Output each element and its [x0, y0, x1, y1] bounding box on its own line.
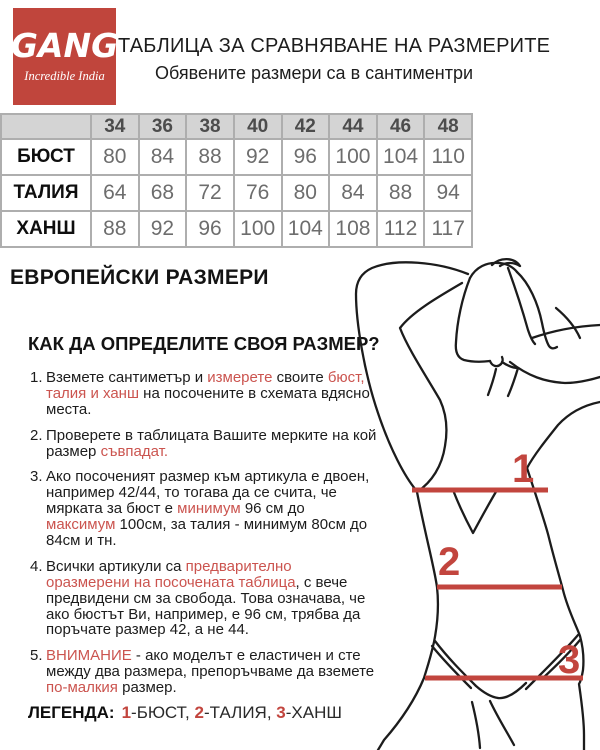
size-value-cell: 80: [282, 175, 330, 211]
legend: [28, 703, 342, 723]
body-text: своите: [272, 369, 328, 386]
howto-list: [30, 370, 378, 706]
size-value-cell: 104: [282, 211, 330, 247]
size-value-cell: 76: [234, 175, 282, 211]
table-row: [1, 211, 472, 247]
measure-row-label: БЮСТ: [1, 139, 91, 175]
highlighted-text: съвпадат.: [100, 442, 169, 460]
right-inner-thigh-line: [490, 701, 514, 745]
chest-vline: [453, 490, 497, 533]
body-text: - ако моделът е еластичен и сте между два размера, препоръчваме да вземете: [46, 647, 375, 681]
brand-name: GANG: [10, 26, 119, 65]
legend-number: 1: [121, 703, 132, 722]
highlighted-text: ВНИМАНИЕ: [46, 647, 132, 665]
size-value-cell: 84: [139, 139, 187, 175]
left-arm-outer-line: [356, 262, 468, 490]
hip-number-label: 3: [558, 638, 581, 682]
bikini-left-double-line: [432, 646, 471, 688]
size-column-header: 48: [424, 114, 472, 139]
right-arm-lower-line: [510, 362, 600, 383]
brand-logo: [10, 8, 119, 105]
body-text: размер.: [117, 679, 177, 697]
size-column-header: 46: [377, 114, 425, 139]
size-value-cell: 88: [186, 139, 234, 175]
face-profile-line: [456, 278, 490, 362]
torso-left-line: [378, 492, 438, 750]
table-row: [1, 175, 472, 211]
howto-item: [30, 428, 378, 460]
howto-item-number: 5.: [30, 647, 43, 665]
size-value-cell: 117: [424, 211, 472, 247]
body-text: Всички артикули са: [46, 557, 186, 575]
legend-text: -ТАЛИЯ,: [203, 703, 277, 722]
bust-number-label: 1: [512, 447, 535, 491]
highlighted-text: бюст, талия и ханш: [46, 369, 365, 402]
legend-number: 3: [276, 703, 286, 722]
body-text: Проверете в таблицата Вашите мерките на кой размер: [46, 426, 377, 460]
legend-label: ЛЕГЕНДА:: [28, 703, 115, 722]
legend-text: -БЮСТ,: [131, 703, 195, 722]
size-value-cell: 84: [329, 175, 377, 211]
howto-item: [30, 469, 378, 548]
body-text: на посочените в схемата вдясно места.: [46, 384, 370, 418]
size-value-cell: 92: [139, 211, 187, 247]
howto-item-number: 3.: [30, 468, 43, 486]
howto-item: [30, 370, 378, 418]
torso-right-line: [527, 468, 584, 750]
measure-row-label: ХАНШ: [1, 211, 91, 247]
body-measurement-figure: [350, 250, 600, 750]
size-value-cell: 68: [139, 175, 187, 211]
size-value-cell: 88: [91, 211, 139, 247]
body-text: , с вече предвидени см за свобода. Това означава, че ако бюстът Ви, например, е 96 см, трябва да поръчате размер 42, а не 44.: [46, 573, 366, 639]
size-value-cell: 88: [377, 175, 425, 211]
highlighted-text: максимум: [46, 516, 116, 534]
size-value-cell: 100: [234, 211, 282, 247]
size-value-cell: 112: [377, 211, 425, 247]
howto-item-number: 1.: [30, 369, 43, 386]
bikini-bottom-line: [498, 683, 526, 698]
size-table: [0, 113, 473, 248]
header-titles: [118, 35, 551, 84]
legend-text: -ХАНШ: [285, 703, 342, 722]
size-value-cell: 110: [424, 139, 472, 175]
howto-heading: КАК ДА ОПРЕДЕЛИТЕ СВОЯ РАЗМЕР?: [28, 333, 380, 354]
size-column-header: 44: [329, 114, 377, 139]
body-text: Ако посоченият размер към артикула е двоен, например 42/44, то тогава да се счита, че мярката за бюст е: [46, 468, 370, 518]
page-title: ТАБЛИЦА ЗА СРАВНЯВАНЕ НА РАЗМЕРИТЕ: [118, 35, 551, 57]
page-subtitle: Обявените размери са в сантиментри: [154, 63, 474, 83]
hair-parting-line: [508, 268, 535, 344]
size-column-header: 42: [282, 114, 330, 139]
left-arm-inner-line: [400, 283, 462, 492]
measure-row-label: ТАЛИЯ: [1, 175, 91, 211]
size-value-cell: 92: [234, 139, 282, 175]
highlighted-text: по-малкия: [46, 679, 118, 697]
neck-left-line: [488, 369, 496, 395]
waist-number-label: 2: [438, 540, 461, 584]
highlighted-text: предварително оразмерени на посочената таблица: [46, 557, 296, 591]
size-value-cell: 96: [186, 211, 234, 247]
size-value-cell: 100: [329, 139, 377, 175]
corner-cell: [1, 114, 91, 139]
size-column-header: 38: [186, 114, 234, 139]
body-text: 96 см до: [240, 500, 305, 518]
size-value-cell: 72: [186, 175, 234, 211]
body-text: 100см, за талия - минимум 80см до 84см и тн.: [46, 516, 368, 550]
howto-item: [30, 559, 378, 638]
size-value-cell: 94: [424, 175, 472, 211]
right-arm-inner-line: [527, 402, 600, 468]
chin-line: [490, 357, 503, 366]
left-inner-thigh-line: [472, 702, 480, 748]
section-heading-european-sizes: ЕВРОПЕЙСКИ РАЗМЕРИ: [10, 266, 269, 289]
highlighted-text: измерете: [207, 369, 273, 386]
body-text: Вземете сантиметър и: [46, 369, 208, 386]
legend-number: 2: [194, 703, 204, 722]
howto-item-number: 4.: [30, 557, 43, 575]
size-value-cell: 96: [282, 139, 330, 175]
size-column-header: 34: [91, 114, 139, 139]
bikini-left-line: [435, 641, 498, 698]
howto-item-number: 2.: [30, 426, 43, 444]
size-value-cell: 64: [91, 175, 139, 211]
size-column-header: 36: [139, 114, 187, 139]
howto-item: [30, 648, 378, 696]
size-value-cell: 80: [91, 139, 139, 175]
brand-tagline: Incredible India: [24, 69, 105, 83]
table-row: [1, 139, 472, 175]
highlighted-text: минимум: [177, 500, 241, 518]
size-value-cell: 108: [329, 211, 377, 247]
woman-line-drawing: [350, 250, 600, 750]
hand-finger-line: [556, 308, 580, 338]
legend-items: [122, 703, 342, 722]
size-value-cell: 104: [377, 139, 425, 175]
size-column-header: 40: [234, 114, 282, 139]
